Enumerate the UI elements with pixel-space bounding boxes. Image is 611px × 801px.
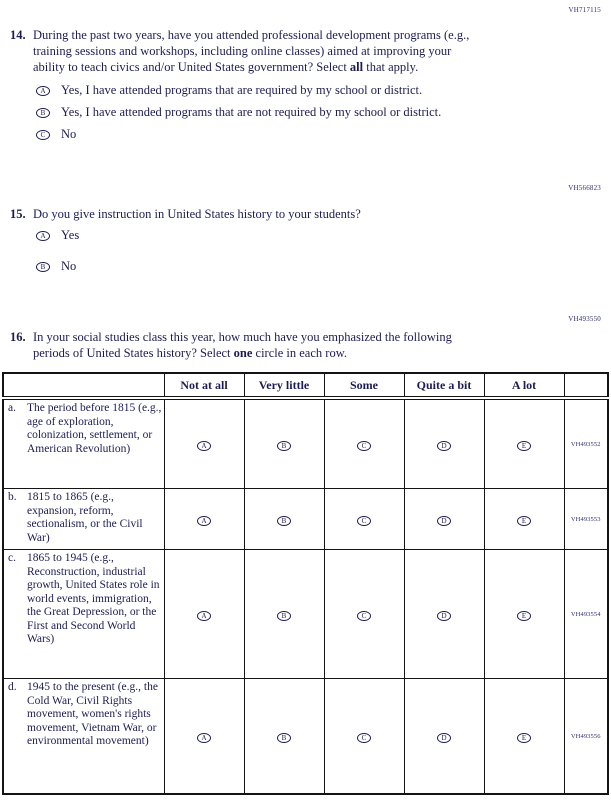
row-c-some-cell[interactable] xyxy=(324,550,404,679)
question-14-number: 14. xyxy=(10,28,26,42)
row-b-very-little-cell[interactable] xyxy=(244,489,324,550)
grid-row-a xyxy=(3,398,608,489)
row-a-not-at-all-cell[interactable] xyxy=(164,398,244,489)
row-b-some-cell[interactable] xyxy=(324,489,404,550)
grid-row-c xyxy=(3,550,608,679)
answer-bubble-icon[interactable]: D xyxy=(437,733,451,743)
question-15-number: 15. xyxy=(10,207,26,221)
row-b-a-lot-cell[interactable] xyxy=(484,489,564,550)
row-label-text: The period before 1815 (e.g., age of exploration, colonization, settlement, or American Revolution) xyxy=(27,402,162,455)
row-d-very-little-cell[interactable] xyxy=(244,679,324,795)
row-d-a-lot-cell[interactable] xyxy=(484,679,564,795)
question-14 xyxy=(10,27,601,75)
question-14-text-bold: all xyxy=(349,60,364,74)
question-15-options xyxy=(36,229,601,273)
question-16-text-post: circle in each row. xyxy=(252,346,348,360)
question-14-text-pre: During the past two years, have you attended professional development programs (e.g., training sessions and workshops, including online classes) aimed at improving your ability to teach civics and/or United States government? Select xyxy=(33,28,470,74)
row-a-a-lot-cell[interactable] xyxy=(484,398,564,489)
grid-header-not-at-all: Not at all xyxy=(164,373,244,398)
answer-bubble-icon[interactable]: A xyxy=(36,231,50,241)
row-d-code: VH493556 xyxy=(564,679,608,795)
answer-bubble-icon[interactable]: B xyxy=(36,262,50,272)
answer-bubble-icon[interactable]: A xyxy=(197,733,211,743)
row-label-text: 1945 to the present (e.g., the Cold War, Civil Rights movement, women's rights movement, Vietnam War, or environmental movement) xyxy=(27,681,158,747)
question-14-option-b[interactable] xyxy=(36,106,601,119)
question-14-options xyxy=(36,84,601,141)
question-16-text-pre: In your social studies class this year, how much have you emphasized the following periods of United States history? Select xyxy=(33,330,452,360)
question-16 xyxy=(10,329,601,361)
answer-bubble-icon[interactable]: B xyxy=(277,441,291,451)
row-c-quite-a-bit-cell[interactable] xyxy=(404,550,484,679)
answer-bubble-icon[interactable]: B xyxy=(277,516,291,526)
row-letter: a. xyxy=(8,402,16,414)
row-letter: b. xyxy=(8,491,17,503)
row-d-quite-a-bit-cell[interactable] xyxy=(404,679,484,795)
row-c-code: VH493554 xyxy=(564,550,608,679)
grid-header-empty xyxy=(3,373,164,398)
question-14-text-post: that apply. xyxy=(363,60,419,74)
row-b-not-at-all-cell[interactable] xyxy=(164,489,244,550)
grid-header-some: Some xyxy=(324,373,404,398)
answer-bubble-icon[interactable]: E xyxy=(517,516,531,526)
accession-code-q15: VH566823 xyxy=(568,184,601,192)
row-b-label-cell xyxy=(3,489,164,550)
grid-header-row xyxy=(3,373,608,398)
question-15 xyxy=(10,206,601,222)
answer-bubble-icon[interactable]: E xyxy=(517,733,531,743)
answer-bubble-icon[interactable]: C xyxy=(357,441,371,451)
answer-bubble-icon[interactable]: A xyxy=(197,611,211,621)
row-c-not-at-all-cell[interactable] xyxy=(164,550,244,679)
answer-bubble-icon[interactable]: C xyxy=(36,130,50,140)
option-label: No xyxy=(61,127,77,141)
row-b-quite-a-bit-cell[interactable] xyxy=(404,489,484,550)
question-15-option-no[interactable] xyxy=(36,260,601,273)
accession-code-q14: VH717115 xyxy=(568,6,601,14)
question-15-text: Do you give instruction in United States history to your students? xyxy=(33,207,361,221)
grid-row-d xyxy=(3,679,608,795)
row-a-code: VH493552 xyxy=(564,398,608,489)
row-label-text: 1865 to 1945 (e.g., Reconstruction, industrial growth, United States role in world events, immigration, the Great Depression, or the First and Second World Wars) xyxy=(27,552,160,645)
grid-row-b xyxy=(3,489,608,550)
emphasis-grid-table xyxy=(2,372,609,795)
option-label: Yes, I have attended programs that are not required by my school or district. xyxy=(61,105,442,119)
row-c-label-cell xyxy=(3,550,164,679)
grid-header-quite-a-bit: Quite a bit xyxy=(404,373,484,398)
question-15-option-yes[interactable] xyxy=(36,229,601,242)
row-d-some-cell[interactable] xyxy=(324,679,404,795)
answer-bubble-icon[interactable]: B xyxy=(36,108,50,118)
question-16-text xyxy=(33,329,485,361)
row-a-very-little-cell[interactable] xyxy=(244,398,324,489)
row-c-very-little-cell[interactable] xyxy=(244,550,324,679)
option-label: Yes, I have attended programs that are required by my school or district. xyxy=(61,83,423,97)
row-letter: d. xyxy=(8,681,17,693)
row-b-code: VH493553 xyxy=(564,489,608,550)
question-16-number: 16. xyxy=(10,330,26,344)
answer-bubble-icon[interactable]: D xyxy=(437,441,451,451)
answer-bubble-icon[interactable]: D xyxy=(437,611,451,621)
answer-bubble-icon[interactable]: D xyxy=(437,516,451,526)
row-c-a-lot-cell[interactable] xyxy=(484,550,564,679)
question-14-text xyxy=(33,27,485,75)
row-d-label-cell xyxy=(3,679,164,795)
grid-header-a-lot: A lot xyxy=(484,373,564,398)
row-a-some-cell[interactable] xyxy=(324,398,404,489)
answer-bubble-icon[interactable]: A xyxy=(197,441,211,451)
row-a-quite-a-bit-cell[interactable] xyxy=(404,398,484,489)
question-16-text-bold: one xyxy=(233,346,253,360)
grid-header-very-little: Very little xyxy=(244,373,324,398)
answer-bubble-icon[interactable]: E xyxy=(517,611,531,621)
answer-bubble-icon[interactable]: C xyxy=(357,516,371,526)
row-letter: c. xyxy=(8,552,16,564)
grid-header-code-column xyxy=(564,373,608,398)
option-label: No xyxy=(61,259,77,273)
answer-bubble-icon[interactable]: C xyxy=(357,611,371,621)
answer-bubble-icon[interactable]: B xyxy=(277,611,291,621)
question-14-option-a[interactable] xyxy=(36,84,601,97)
row-a-label-cell xyxy=(3,398,164,489)
row-d-not-at-all-cell[interactable] xyxy=(164,679,244,795)
answer-bubble-icon[interactable]: A xyxy=(36,86,50,96)
question-14-option-c[interactable] xyxy=(36,128,601,141)
answer-bubble-icon[interactable]: C xyxy=(357,733,371,743)
option-label: Yes xyxy=(61,228,80,242)
answer-bubble-icon[interactable]: B xyxy=(277,733,291,743)
answer-bubble-icon[interactable]: E xyxy=(517,441,531,451)
answer-bubble-icon[interactable]: A xyxy=(197,516,211,526)
row-label-text: 1815 to 1865 (e.g., expansion, reform, sectionalism, or the Civil War) xyxy=(27,491,143,544)
accession-code-q16: VH493550 xyxy=(568,315,601,323)
